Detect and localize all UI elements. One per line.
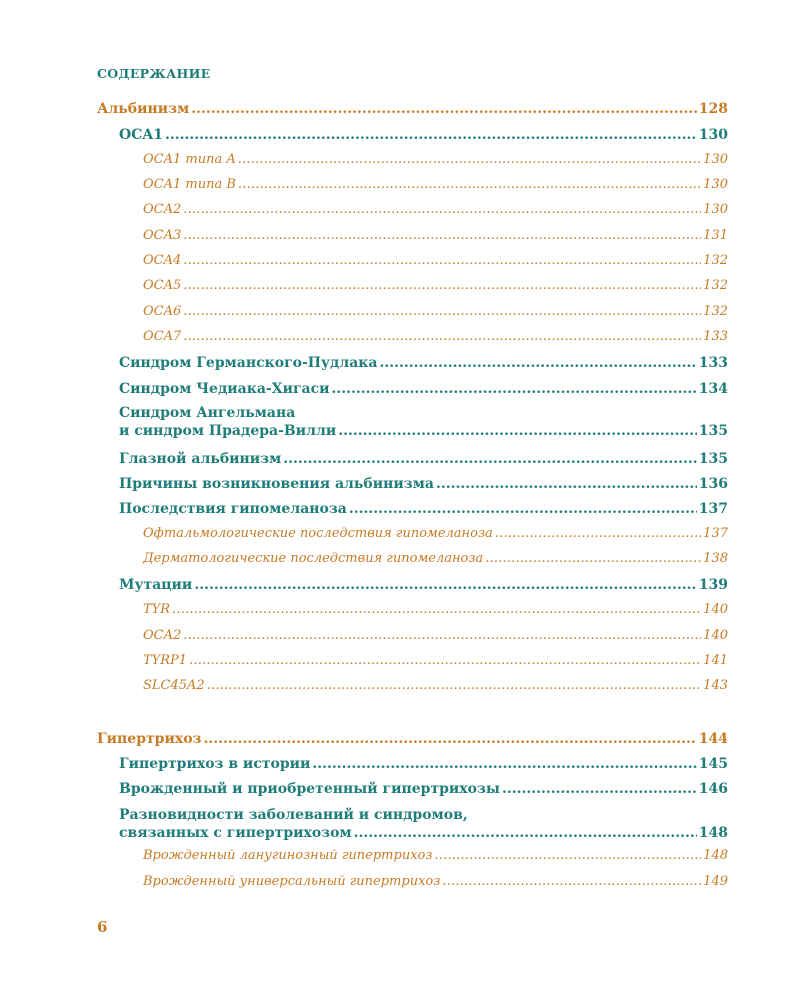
toc-entry-page: 149 <box>703 874 728 889</box>
dot-leader <box>172 601 701 619</box>
toc-entry[interactable] <box>143 303 728 321</box>
toc-entry-page: 146 <box>698 781 728 797</box>
toc-entry-page: 131 <box>703 228 728 243</box>
toc-entry-page: 130 <box>703 177 728 192</box>
toc-entry-title: Врожденный и приобретенный гипертрихозы <box>119 781 500 797</box>
toc-entry-page: 134 <box>698 381 728 397</box>
dot-leader <box>338 422 697 440</box>
toc-entry[interactable] <box>119 755 728 773</box>
toc-entry[interactable] <box>143 151 728 169</box>
toc-entry[interactable] <box>119 450 728 468</box>
toc-entry-page: 145 <box>698 756 728 772</box>
toc-entry-title: Причины возникновения альбинизма <box>119 476 434 492</box>
toc-entry-title: OCA1 типа A <box>143 152 236 167</box>
toc-entry-title: OCA4 <box>143 253 182 268</box>
dot-leader <box>442 873 701 891</box>
toc-entry[interactable] <box>119 380 728 398</box>
toc-entry[interactable] <box>143 873 728 891</box>
toc-entry-title: Синдром Германского-Пудлака <box>119 355 378 371</box>
dot-leader <box>207 677 701 695</box>
toc-entry-title: OCA2 <box>143 202 182 217</box>
page-number: 6 <box>97 918 108 936</box>
toc-entry[interactable] <box>97 730 728 748</box>
toc-entry-page: 136 <box>698 476 728 492</box>
toc-entry[interactable] <box>119 126 728 144</box>
toc-entry[interactable] <box>143 252 728 270</box>
dot-leader <box>183 303 701 321</box>
toc-entry[interactable] <box>143 525 728 543</box>
toc-entry[interactable] <box>143 201 728 219</box>
toc-entry[interactable] <box>119 576 728 594</box>
dot-leader <box>183 227 701 245</box>
toc-entry-title: OCA5 <box>143 278 182 293</box>
toc-entry-page: 140 <box>703 628 728 643</box>
toc-entry-title: Синдром Чедиака-Хигаси <box>119 381 330 397</box>
toc-entry[interactable] <box>143 601 728 619</box>
toc-entry-page: 144 <box>698 731 728 747</box>
dot-leader <box>379 354 696 372</box>
toc-entry-title: Офтальмологические последствия гипомеланоза <box>143 526 493 541</box>
dot-leader <box>183 328 701 346</box>
toc-entry-title: OCA1 типа B <box>143 177 236 192</box>
toc-entry-page: 137 <box>698 501 728 517</box>
toc-entry-title: Последствия гипомеланоза <box>119 501 347 517</box>
dot-leader <box>349 500 697 518</box>
toc-entry-page: 135 <box>698 423 728 439</box>
toc-entry-page: 148 <box>698 825 728 841</box>
toc-entry-title: OCA6 <box>143 304 182 319</box>
toc-entry-title: Альбинизм <box>97 101 190 117</box>
toc-entry-page: 132 <box>703 304 728 319</box>
dot-leader <box>189 652 701 670</box>
dot-leader <box>238 151 701 169</box>
toc-entry-title: Врожденный ланугинозный гипертрихоз <box>143 848 433 863</box>
toc-entry-title: OCA2 <box>143 628 182 643</box>
dot-leader <box>183 252 701 270</box>
toc-entry-title: Мутации <box>119 577 193 593</box>
dot-leader <box>165 126 697 144</box>
toc-entry-page: 148 <box>703 848 728 863</box>
toc-entry-title: Гипертрихоз <box>97 731 202 747</box>
toc-entry[interactable] <box>143 677 728 695</box>
dot-leader <box>485 550 701 568</box>
toc-entry-page: 130 <box>703 202 728 217</box>
toc-entry-page: 140 <box>703 602 728 617</box>
toc-entry[interactable] <box>119 404 728 440</box>
dot-leader <box>203 730 696 748</box>
toc-entry-title: TYRP1 <box>143 653 188 668</box>
toc-entry-title-line1: Синдром Ангельмана <box>119 405 296 421</box>
toc-entry[interactable] <box>97 100 728 118</box>
toc-entry[interactable] <box>119 780 728 798</box>
toc-entry-page: 132 <box>703 278 728 293</box>
dot-leader <box>183 201 701 219</box>
toc-entry-page: 138 <box>703 551 728 566</box>
toc-entry-page: 130 <box>698 127 728 143</box>
toc-entry-page: 135 <box>698 451 728 467</box>
toc-entry-page: 143 <box>703 678 728 693</box>
toc-entry[interactable] <box>143 627 728 645</box>
dot-leader <box>194 576 696 594</box>
dot-leader <box>283 450 696 468</box>
toc-entry[interactable] <box>119 500 728 518</box>
dot-leader <box>502 780 697 798</box>
dot-leader <box>354 824 697 842</box>
toc-entry-page: 141 <box>703 653 728 668</box>
toc-entry-page: 139 <box>698 577 728 593</box>
toc-entry-title: OCA1 <box>119 127 163 143</box>
toc-entry[interactable] <box>143 328 728 346</box>
toc-entry-title: Глазной альбинизм <box>119 451 282 467</box>
dot-leader <box>332 380 697 398</box>
toc-heading: СОДЕРЖАНИЕ <box>97 66 211 81</box>
toc-entry-page: 133 <box>698 355 728 371</box>
toc-entry-title: Дерматологические последствия гипомеланоза <box>143 551 484 566</box>
toc-entry-title-line1: Разновидности заболеваний и синдромов, <box>119 807 468 823</box>
dot-leader <box>436 475 697 493</box>
toc-entry[interactable] <box>119 354 728 372</box>
toc-entry-page: 128 <box>698 101 728 117</box>
dot-leader <box>495 525 701 543</box>
dot-leader <box>191 100 697 118</box>
toc-entry-title: OCA3 <box>143 228 182 243</box>
toc-entry-title: связанных с гипертрихозом <box>119 825 352 841</box>
toc-entry-title: OCA7 <box>143 329 182 344</box>
toc-entry[interactable] <box>119 475 728 493</box>
dot-leader <box>183 627 701 645</box>
toc-entry-page: 133 <box>703 329 728 344</box>
toc-entry-page: 132 <box>703 253 728 268</box>
toc-entry-page: 130 <box>703 152 728 167</box>
dot-leader <box>312 755 696 773</box>
toc-entry[interactable] <box>143 847 728 865</box>
toc-entry-title: TYR <box>143 602 171 617</box>
toc-entry-title: и синдром Прадера-Вилли <box>119 423 337 439</box>
toc-entry[interactable] <box>143 550 728 568</box>
toc-entry-title: Врожденный универсальный гипертрихоз <box>143 874 441 889</box>
toc-entry-title: Гипертрихоз в истории <box>119 756 311 772</box>
toc-entry[interactable] <box>143 277 728 295</box>
toc-entry[interactable] <box>143 176 728 194</box>
toc-entry-page: 137 <box>703 526 728 541</box>
toc-entry[interactable] <box>143 227 728 245</box>
dot-leader <box>238 176 701 194</box>
dot-leader <box>434 847 701 865</box>
toc-entry[interactable] <box>119 806 728 842</box>
dot-leader <box>183 277 701 295</box>
toc-entry-title: SLC45A2 <box>143 678 205 693</box>
toc-entry[interactable] <box>143 652 728 670</box>
